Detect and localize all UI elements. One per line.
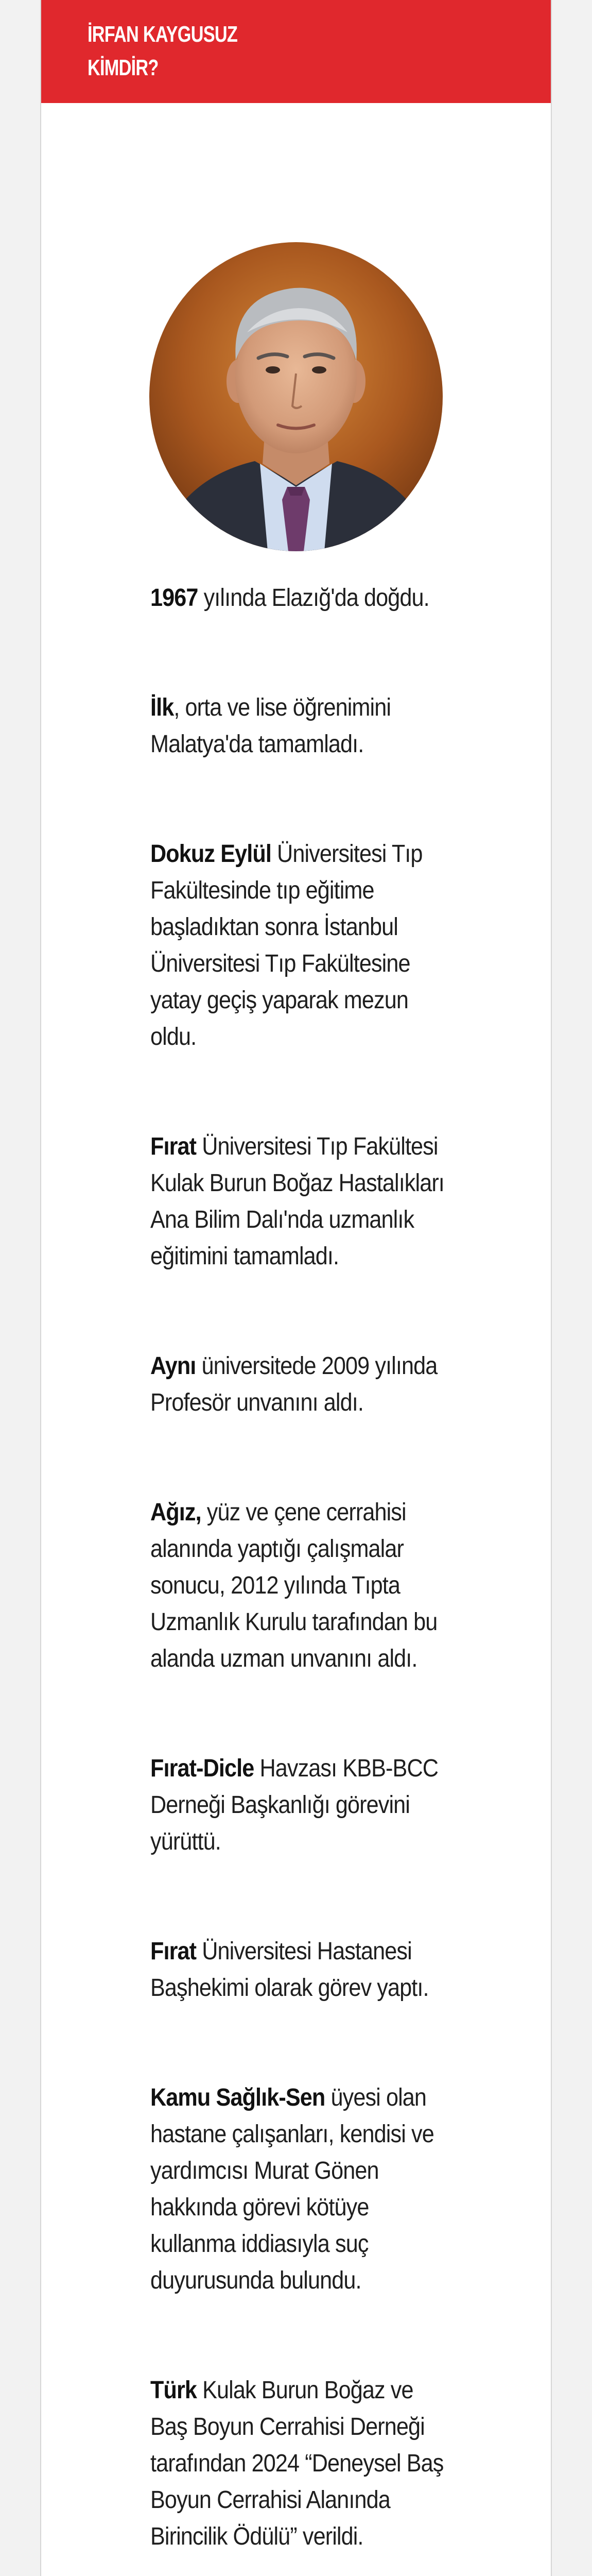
bio-entry — [150, 2372, 447, 2555]
bio-entry-text: Kulak Burun Boğaz ve Baş Boyun Cerrahisi Derneği tarafından 2024 “Deneysel Baş Boyun Cerrahisi Alanında Birincilik Ödülü” verildi. — [150, 2377, 444, 2550]
bio-entry-text: Üniversitesi Hastanesi Başhekimi olarak görev yaptı. — [150, 1938, 429, 2002]
header-title-name: İRFAN KAYGUSUZ — [88, 22, 238, 47]
bio-entry-lead: Türk — [150, 2377, 197, 2404]
bio-entry — [150, 689, 447, 762]
bio-entry-text: Üniversitesi Tıp Fakültesi Kulak Burun Boğaz Hastalıkları Ana Bilim Dalı'nda uzmanlık eğitimini tamamladı. — [150, 1133, 444, 1270]
biography-list — [150, 580, 480, 2576]
bio-entry-text: Üniversitesi Tıp Fakültesinde tıp eğitime başladıktan sonra İstanbul Üniversitesi Tıp Fakültesine yatay geçiş yaparak mezun oldu. — [150, 840, 423, 1050]
bio-entry-text: üniversitede 2009 yılında Profesör unvanını aldı. — [150, 1352, 438, 1416]
bio-entry-lead: Fırat — [150, 1133, 197, 1160]
profile-card — [40, 0, 552, 2576]
bio-entry-lead: Aynı — [150, 1352, 196, 1380]
bio-entry-text: Havzası KBB-BCC Derneği Başkanlığı görevini yürüttü. — [150, 1755, 439, 1855]
bio-entry-lead: İlk — [150, 694, 174, 721]
bio-entry — [150, 1128, 447, 1275]
bio-entry-lead: Kamu Sağlık-Sen — [150, 2084, 325, 2111]
bio-entry — [150, 580, 447, 616]
bio-entry-text: , orta ve lise öğrenimini Malatya'da tamamladı. — [150, 694, 391, 758]
bio-entry-lead: Fırat — [150, 1938, 197, 1965]
bio-entry-lead: Fırat-Dicle — [150, 1755, 254, 1782]
bio-entry — [150, 836, 447, 1055]
bio-entry — [150, 1933, 447, 2006]
bio-entry-text: üyesi olan hastane çalışanları, kendisi ve yardımcısı Murat Gönen hakkında görevi kötüye kullanma iddiasıyla suç duyurusunda bulundu. — [150, 2084, 434, 2294]
header-banner — [41, 0, 551, 103]
header-title-question: KİMDİR? — [88, 55, 159, 80]
bio-entry-lead: Dokuz Eylül — [150, 840, 271, 868]
bio-entry — [150, 1348, 447, 1421]
bio-entry — [150, 2079, 447, 2299]
bio-entry — [150, 1750, 447, 1860]
bio-entry-text: yüz ve çene cerrahisi alanında yaptığı çalışmalar sonucu, 2012 yılında Tıpta Uzmanlık Kurulu tarafından bu alanda uzman unvanını aldı. — [150, 1499, 438, 1672]
portrait-photo — [149, 242, 443, 551]
bio-entry-text: yılında Elazığ'da doğdu. — [198, 584, 429, 612]
bio-entry — [150, 1494, 447, 1677]
bio-entry-lead: Ağız, — [150, 1499, 201, 1526]
bio-entry-lead: 1967 — [150, 584, 198, 612]
